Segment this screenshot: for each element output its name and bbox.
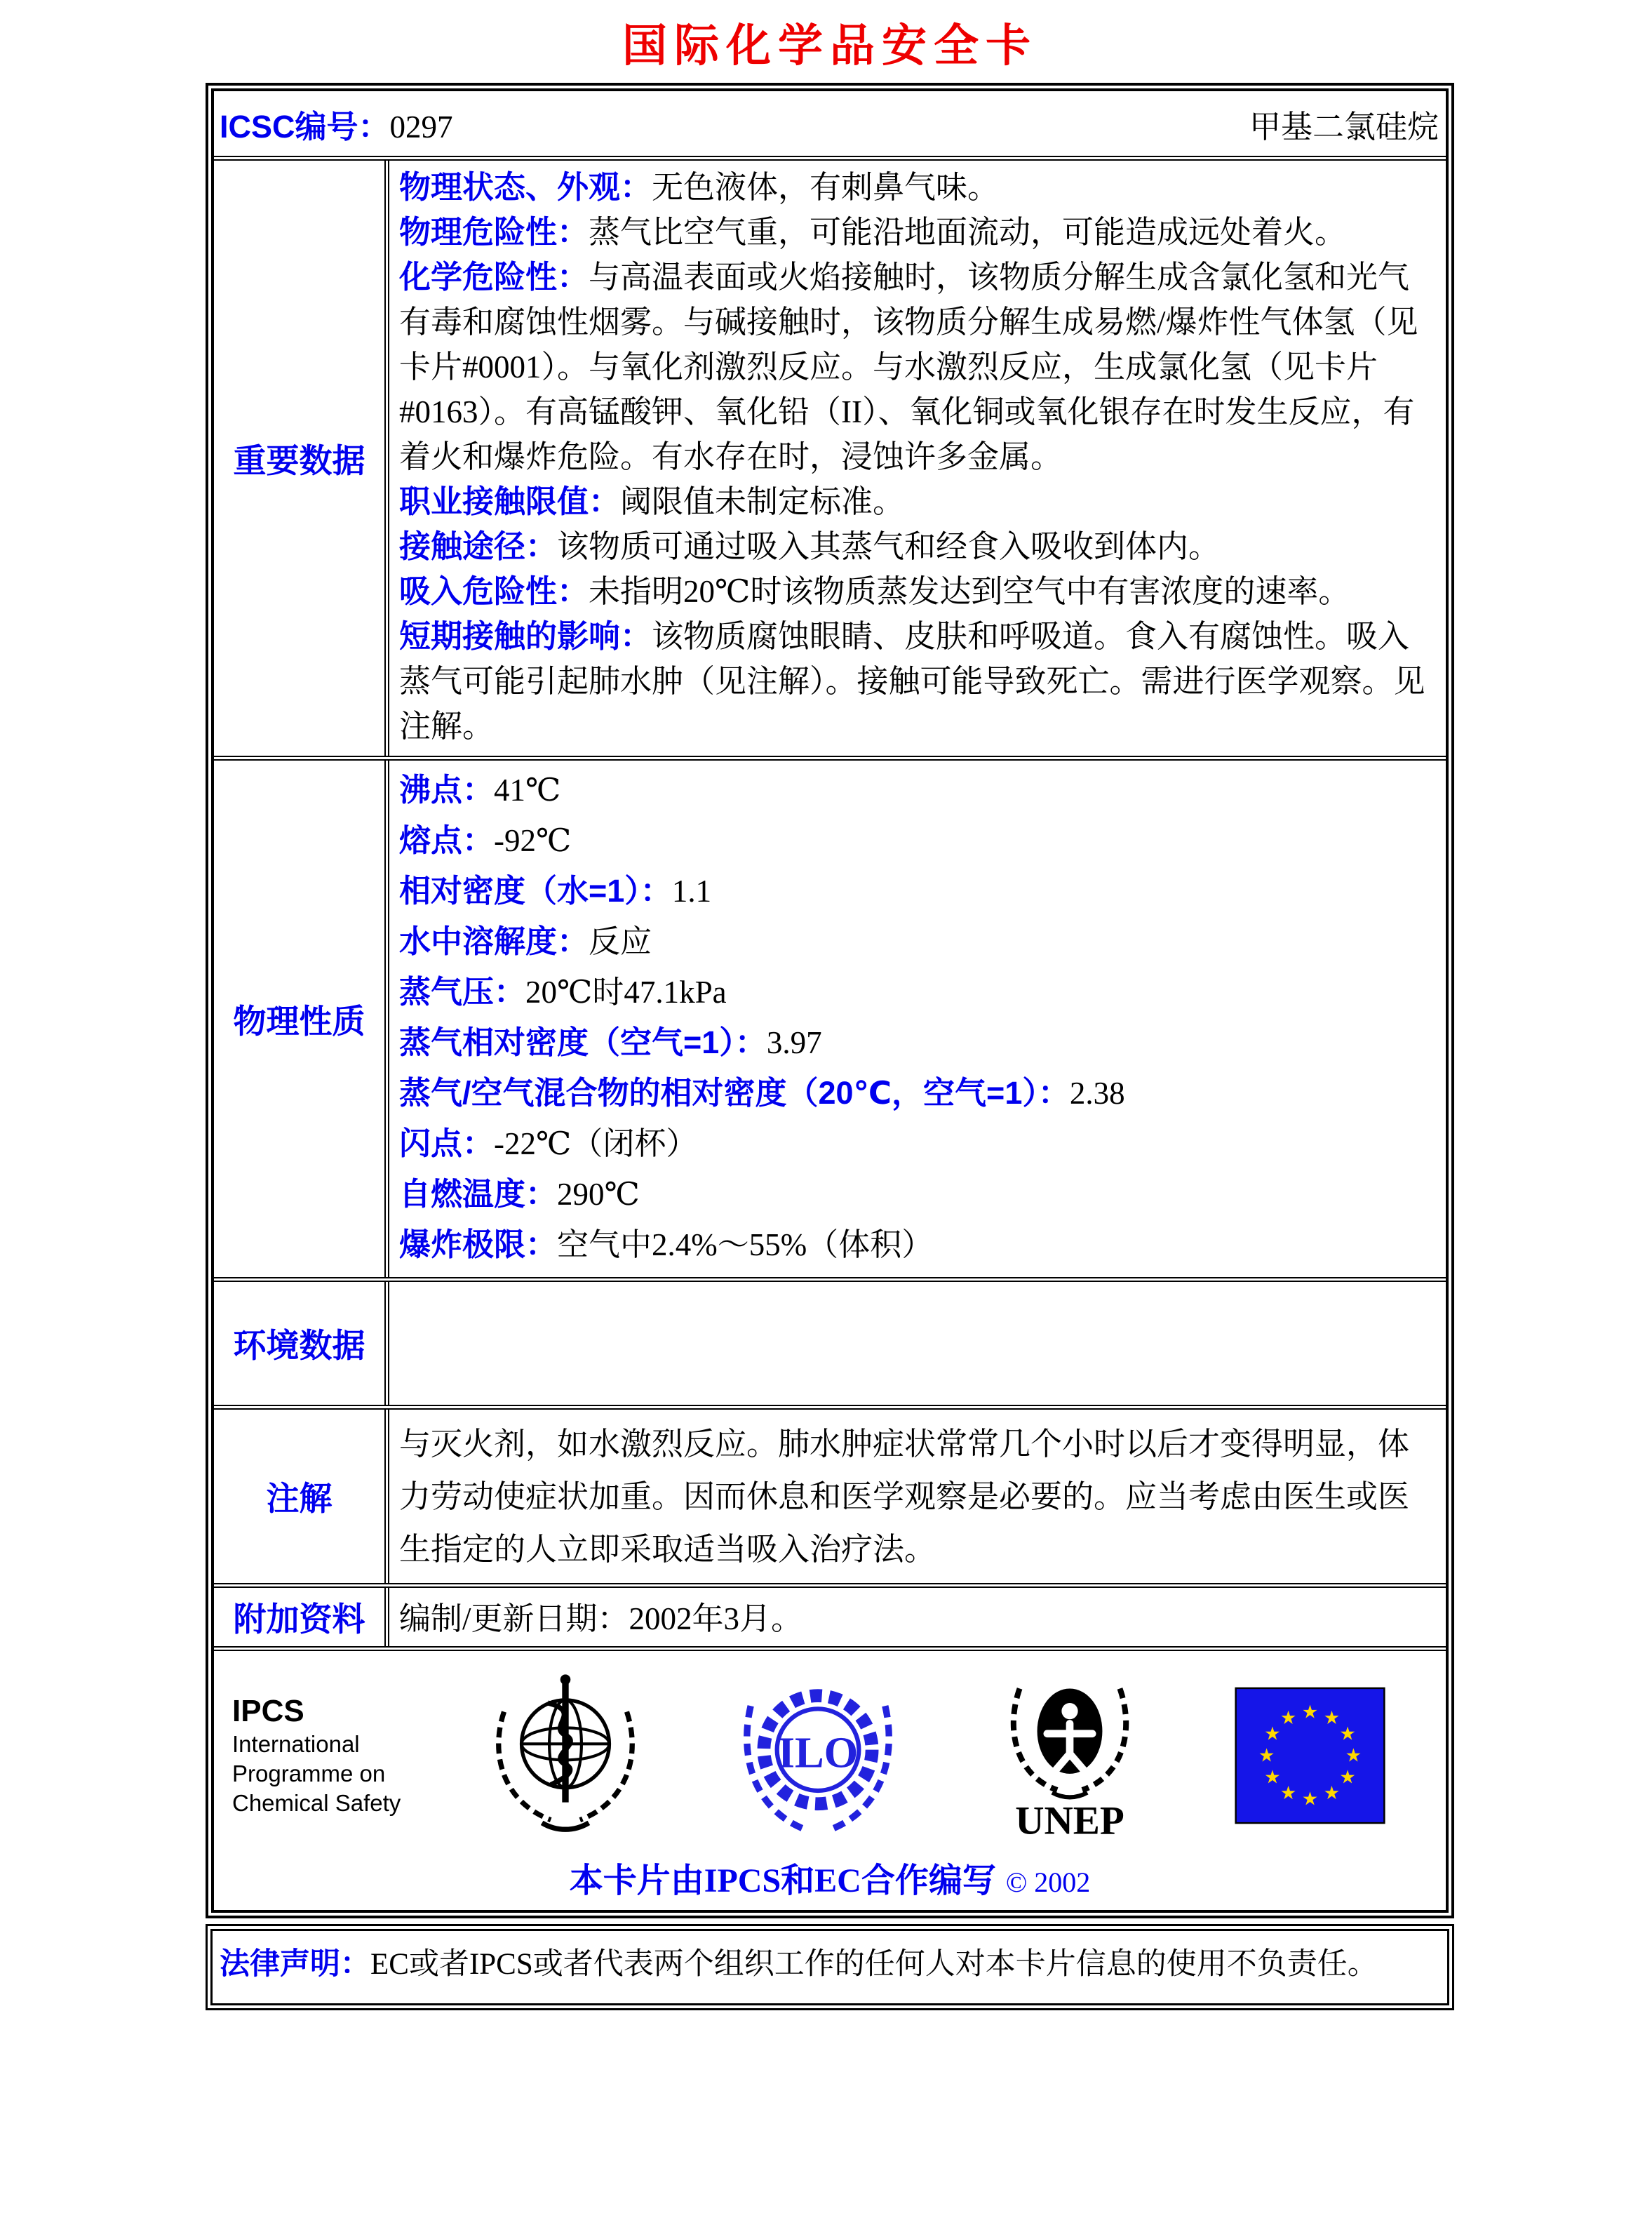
property-row: 沸点：41℃ bbox=[399, 772, 561, 808]
eu-flag-icon bbox=[1235, 1685, 1385, 1826]
section-label-environmental-data: 环境数据 bbox=[214, 1282, 389, 1405]
credit-line bbox=[232, 1853, 1428, 1902]
section-label-physical-properties: 物理性质 bbox=[214, 761, 389, 1277]
icsc-table bbox=[206, 83, 1454, 1918]
environmental-data-content bbox=[389, 1282, 1446, 1405]
property-row: 自燃温度：290℃ bbox=[399, 1176, 640, 1212]
property-row: 相对密度（水=1）：1.1 bbox=[399, 873, 712, 909]
page-title: 国际化学品安全卡 bbox=[622, 20, 1037, 71]
icsc-number-group bbox=[220, 101, 453, 147]
section-physical-properties bbox=[214, 756, 1446, 1277]
ipcs-text-block: IPCS International Programme on Chemical Safety bbox=[232, 1694, 401, 1816]
additional-info-content: 编制/更新日期：2002年3月。 bbox=[399, 1601, 803, 1636]
physical-properties-content bbox=[389, 761, 1446, 1277]
property-row: 蒸气/空气混合物的相对密度（20℃，空气=1）：2.38 bbox=[399, 1075, 1125, 1111]
icsc-number-value: 0297 bbox=[389, 109, 453, 145]
property-row: 熔点：-92℃ bbox=[399, 822, 572, 858]
svg-text:ILO: ILO bbox=[777, 1728, 858, 1777]
section-label-additional-info: 附加资料 bbox=[214, 1588, 389, 1646]
important-data-item: 物理状态、外观：无色液体，有刺鼻气味。 bbox=[399, 169, 1000, 205]
important-data-item: 化学危险性：与高温表面或火焰接触时，该物质分解生成含氯化氢和光气有毒和腐蚀性烟雾。与碱接触时，该物质分解生成易燃/爆炸性气体氢（见卡片#0001）。与氧化剂激烈反应。与水激烈反应，生成氯化氢（见卡片#0163）。有高锰酸钾、氧化铅（II）、氧化铜或氧化银存在时发生反应，有着火和爆炸危险。有水存在时，浸蚀许多金属。 bbox=[399, 259, 1418, 474]
important-data-item: 职业接触限值：阈限值未制定标准。 bbox=[399, 483, 905, 519]
important-data-item: 短期接触的影响：该物质腐蚀眼睛、皮肤和呼吸道。食入有腐蚀性。吸入蒸气可能引起肺水肿（见注解）。接触可能导致死亡。需进行医学观察。见注解。 bbox=[399, 618, 1425, 744]
chemical-name: 甲基二氯硅烷 bbox=[1249, 109, 1439, 145]
important-data-item: 吸入危险性：未指明20℃时该物质蒸发达到空气中有害浓度的速率。 bbox=[399, 573, 1350, 609]
legal-notice bbox=[206, 1924, 1454, 2010]
svg-text:UNEP: UNEP bbox=[1015, 1798, 1125, 1843]
section-environmental-data bbox=[214, 1277, 1446, 1405]
who-logo-icon bbox=[478, 1668, 653, 1843]
section-important-data bbox=[214, 156, 1446, 756]
unep-logo-icon bbox=[982, 1668, 1157, 1843]
section-label-important-data: 重要数据 bbox=[214, 161, 389, 756]
important-data-item: 接触途径：该物质可通过吸入其蒸气和经食入吸收到体内。 bbox=[399, 528, 1221, 564]
section-notes bbox=[214, 1405, 1446, 1583]
logos-row bbox=[214, 1646, 1446, 1910]
important-data-item: 物理危险性：蒸气比空气重，可能沿地面流动，可能造成远处着火。 bbox=[399, 214, 1347, 250]
notes-content: 与灭火剂，如水激烈反应。肺水肿症状常常几个小时以后才变得明显，体力劳动使症状加重。因而休息和医学观察是必要的。应当考虑由医生或医生指定的人立即采取适当吸入治疗法。 bbox=[399, 1427, 1410, 1567]
important-data-content bbox=[389, 161, 1446, 756]
property-row: 蒸气压：20℃时47.1kPa bbox=[399, 974, 727, 1010]
property-row: 闪点：-22℃（闭杯） bbox=[399, 1125, 698, 1161]
icsc-number-label: ICSC编号： bbox=[220, 108, 390, 145]
logos-line bbox=[232, 1668, 1428, 1843]
legal-text: EC或者IPCS或者代表两个组织工作的任何人对本卡片信息的使用不负责任。 bbox=[370, 1948, 1378, 1981]
header-row bbox=[214, 91, 1446, 156]
legal-label: 法律声明： bbox=[220, 1947, 370, 1981]
copyright-text: © 2002 bbox=[1005, 1866, 1091, 1898]
ilo-logo-icon bbox=[730, 1668, 906, 1843]
section-label-notes: 注解 bbox=[214, 1410, 389, 1583]
property-row: 水中溶解度：反应 bbox=[399, 923, 652, 959]
ipcs-acronym: IPCS bbox=[232, 1694, 304, 1728]
section-additional-info bbox=[214, 1583, 1446, 1646]
property-row: 爆炸极限：空气中2.4%～55%（体积） bbox=[399, 1227, 934, 1262]
property-row: 蒸气相对密度（空气=1）：3.97 bbox=[399, 1024, 822, 1060]
credit-text: 本卡片由IPCS和EC合作编写 bbox=[569, 1862, 996, 1899]
